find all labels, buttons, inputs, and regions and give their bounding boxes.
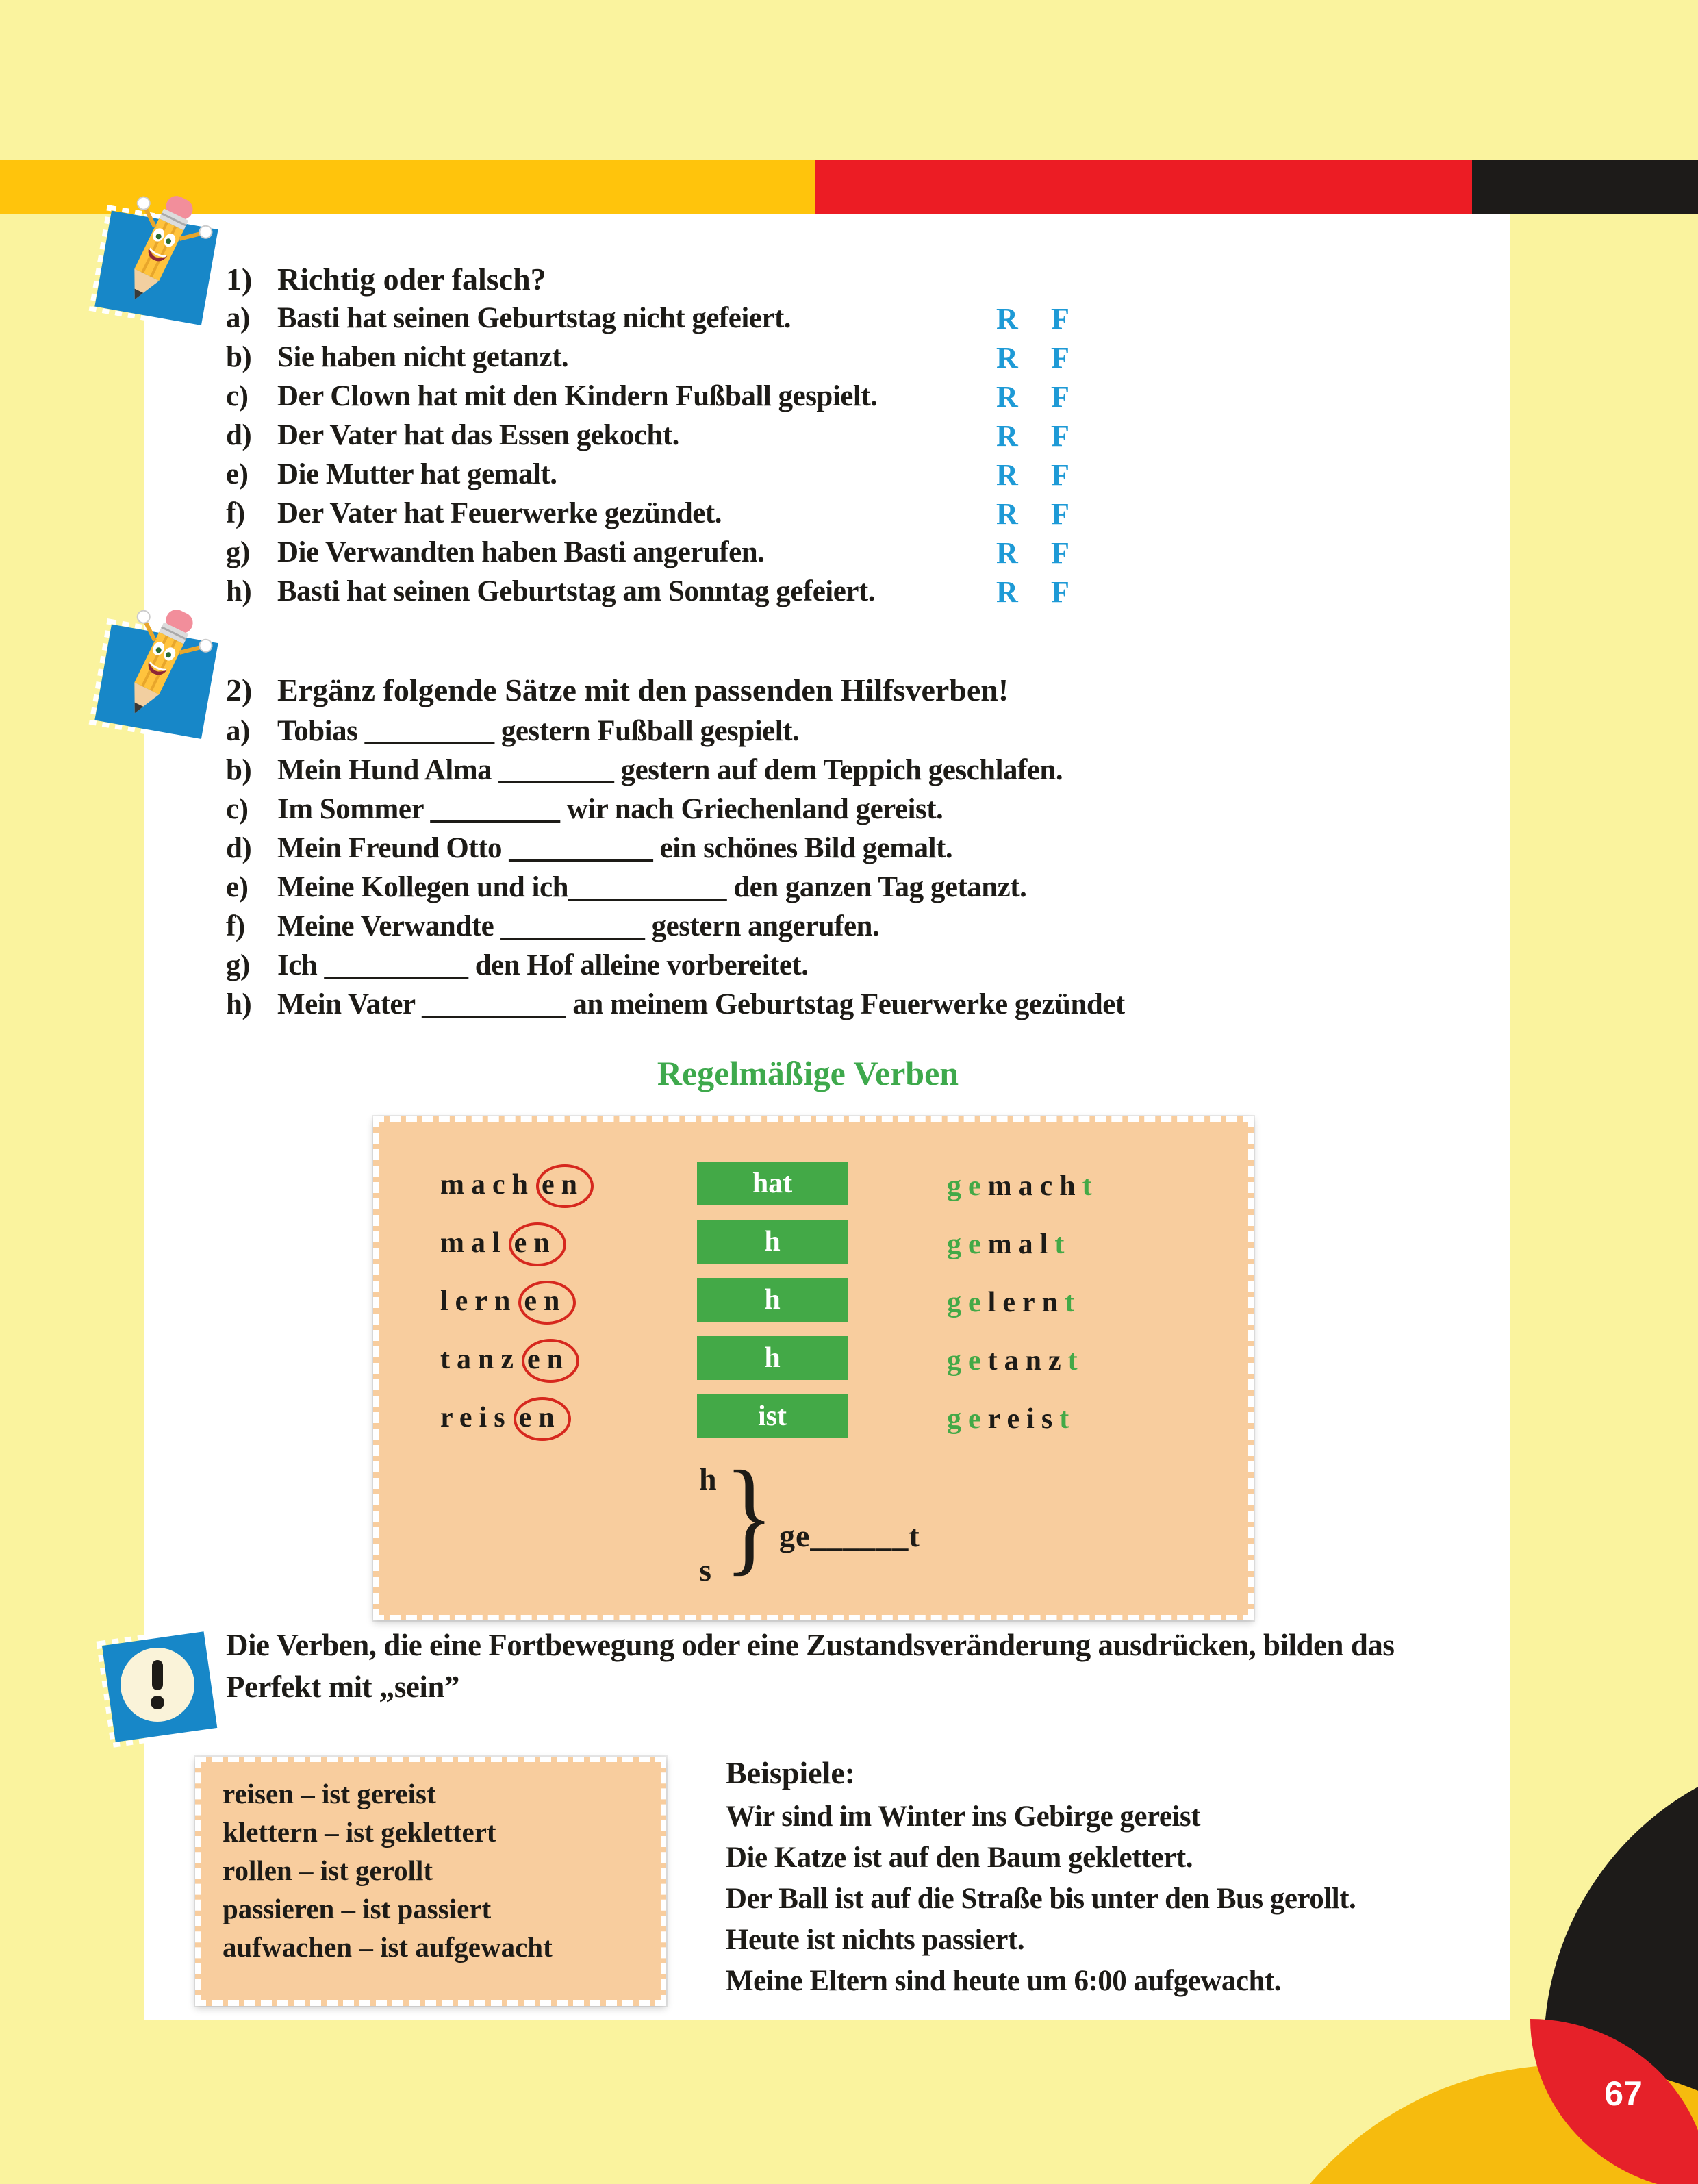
fill-blank-sentence[interactable]: Tobias _________ gestern Fußball gespielt. [277, 715, 800, 747]
sein-verb-item: aufwachen – ist aufgewacht [223, 1931, 553, 1963]
item-label: b) [226, 341, 252, 373]
item-label: a) [226, 715, 250, 747]
item-label: d) [226, 832, 252, 864]
falsch-option[interactable]: F [1051, 575, 1069, 609]
circled-ending: en [518, 1281, 576, 1325]
sein-verbs-box [195, 1757, 666, 2006]
example-sentence: Meine Eltern sind heute um 6:00 aufgewacht. [726, 1965, 1281, 1997]
exercise2-item [226, 909, 1513, 949]
exercise1-item [226, 536, 1513, 575]
fill-blank-sentence[interactable]: Ich __________ den Hof alleine vorbereitet. [277, 949, 809, 981]
example-sentence: Die Katze ist auf den Baum geklettert. [726, 1842, 1193, 1874]
exercise2-item [226, 949, 1513, 988]
richtig-option[interactable]: R [996, 419, 1018, 453]
item-label: e) [226, 871, 249, 903]
circled-ending: en [536, 1164, 594, 1208]
circled-ending: en [514, 1397, 571, 1441]
page-number: 67 [1604, 2074, 1643, 2113]
participle: gemacht [947, 1170, 1099, 1202]
richtig-option[interactable]: R [996, 302, 1018, 336]
pencil-mascot-icon [77, 604, 234, 751]
item-label: d) [226, 419, 252, 451]
item-text: Der Vater hat Feuerwerke gezündet. [277, 497, 722, 529]
brace-s: s [699, 1553, 711, 1587]
stripe-red [815, 160, 1472, 214]
curly-brace: } [724, 1444, 774, 1587]
pencil-mascot-icon [77, 190, 234, 338]
regular-verbs-title: Regelmäßige Verben [657, 1054, 959, 1092]
item-label: c) [226, 380, 249, 412]
falsch-option[interactable]: F [1051, 497, 1069, 531]
fill-blank-sentence[interactable]: Mein Freund Otto __________ ein schönes Bild gemalt. [277, 832, 953, 864]
exclamation-icon [81, 1618, 238, 1761]
fill-blank-sentence[interactable]: Meine Kollegen und ich___________ den ganzen Tag getanzt. [277, 871, 1027, 903]
participle-formula: ge______t [779, 1518, 920, 1553]
circled-ending: en [522, 1339, 579, 1383]
exercise2-item [226, 753, 1513, 792]
auxiliary-box: h [697, 1220, 848, 1264]
exercise1-item [226, 457, 1513, 497]
circled-ending: en [509, 1222, 566, 1266]
item-label: a) [226, 302, 250, 334]
item-label: g) [226, 536, 250, 568]
richtig-option[interactable]: R [996, 497, 1018, 531]
infinitive: mach en [440, 1164, 594, 1208]
example-sentence: Wir sind im Winter ins Gebirge gereist [726, 1800, 1200, 1833]
richtig-option[interactable]: R [996, 458, 1018, 492]
exercise2-heading [226, 672, 1009, 708]
exercise1-heading [226, 261, 546, 297]
infinitive: mal en [440, 1222, 566, 1266]
exercise2-item [226, 870, 1513, 909]
exercise1-item [226, 575, 1513, 614]
example-sentence: Der Ball ist auf die Straße bis unter den Bus gerollt. [726, 1883, 1356, 1915]
item-label: b) [226, 754, 252, 786]
regular-verbs-box [373, 1116, 1254, 1620]
infinitive: tanz en [440, 1339, 579, 1383]
falsch-option[interactable]: F [1051, 302, 1069, 336]
brace-h: h [699, 1461, 717, 1496]
richtig-option[interactable]: R [996, 536, 1018, 570]
item-label: h) [226, 988, 252, 1020]
falsch-option[interactable]: F [1051, 458, 1069, 492]
item-text: Der Vater hat das Essen gekocht. [277, 419, 679, 451]
exercise1-item [226, 340, 1513, 379]
auxiliary-box: h [697, 1278, 848, 1322]
exercise2-item [226, 792, 1513, 831]
participle: getanzt [947, 1345, 1085, 1377]
auxiliary-box: hat [697, 1162, 848, 1205]
item-text: Der Clown hat mit den Kindern Fußball gespielt. [277, 380, 878, 412]
item-label: c) [226, 793, 249, 825]
example-sentence: Heute ist nichts passiert. [726, 1924, 1025, 1956]
exercise2-number: 2) [226, 673, 253, 707]
sein-verb-item: passieren – ist passiert [223, 1893, 492, 1924]
sein-rule-note: Die Verben, die eine Fortbewegung oder eine Zustandsveränderung ausdrücken, bilden das Perfekt mit „sein” [226, 1628, 1395, 1704]
item-text: Die Verwandten haben Basti angerufen. [277, 536, 765, 568]
fill-blank-sentence[interactable]: Mein Vater __________ an meinem Geburtstag Feuerwerke gezündet [277, 988, 1125, 1020]
participle: gemalt [947, 1229, 1072, 1260]
item-text: Basti hat seinen Geburtstag nicht gefeiert. [277, 302, 791, 334]
exercise2-item [226, 831, 1513, 870]
infinitive: reis en [440, 1397, 571, 1441]
auxiliary-box: ist [697, 1394, 848, 1438]
sein-verb-item: reisen – ist gereist [223, 1778, 436, 1809]
fill-blank-sentence[interactable]: Im Sommer _________ wir nach Griechenland gereist. [277, 793, 943, 825]
sein-verb-item: klettern – ist geklettert [223, 1816, 496, 1848]
participle: gereist [947, 1403, 1076, 1435]
examples-title: Beispiele: [726, 1755, 856, 1790]
exercise1-item [226, 497, 1513, 536]
falsch-option[interactable]: F [1051, 380, 1069, 414]
infinitive: lern en [440, 1281, 576, 1325]
exercise1-number: 1) [226, 262, 253, 297]
richtig-option[interactable]: R [996, 575, 1018, 609]
exercise1-item [226, 418, 1513, 457]
item-label: f) [226, 910, 245, 942]
item-label: f) [226, 497, 245, 529]
exercise2-item [226, 714, 1513, 753]
item-label: g) [226, 949, 250, 981]
sein-verb-item: rollen – ist gerollt [223, 1855, 433, 1886]
exercise1-title: Richtig oder falsch? [277, 262, 546, 297]
participle: gelernt [947, 1287, 1081, 1318]
falsch-option[interactable]: F [1051, 341, 1069, 375]
fill-blank-sentence[interactable]: Mein Hund Alma ________ gestern auf dem Teppich geschlafen. [277, 754, 1063, 786]
falsch-option[interactable]: F [1051, 536, 1069, 570]
item-text: Sie haben nicht getanzt. [277, 341, 569, 373]
richtig-option[interactable]: R [996, 380, 1018, 414]
item-text: Die Mutter hat gemalt. [277, 458, 557, 490]
exercise2-item [226, 988, 1513, 1027]
fill-blank-sentence[interactable]: Meine Verwandte __________ gestern angerufen. [277, 910, 880, 942]
richtig-option[interactable]: R [996, 341, 1018, 375]
auxiliary-box: h [697, 1336, 848, 1380]
item-label: e) [226, 458, 249, 490]
exercise1-item [226, 379, 1513, 418]
exercise1-item [226, 301, 1513, 340]
exercise2-title: Ergänz folgende Sätze mit den passenden Hilfsverben! [277, 673, 1009, 707]
stripe-black [1472, 160, 1698, 214]
falsch-option[interactable]: F [1051, 419, 1069, 453]
item-label: h) [226, 575, 252, 607]
item-text: Basti hat seinen Geburtstag am Sonntag gefeiert. [277, 575, 875, 607]
